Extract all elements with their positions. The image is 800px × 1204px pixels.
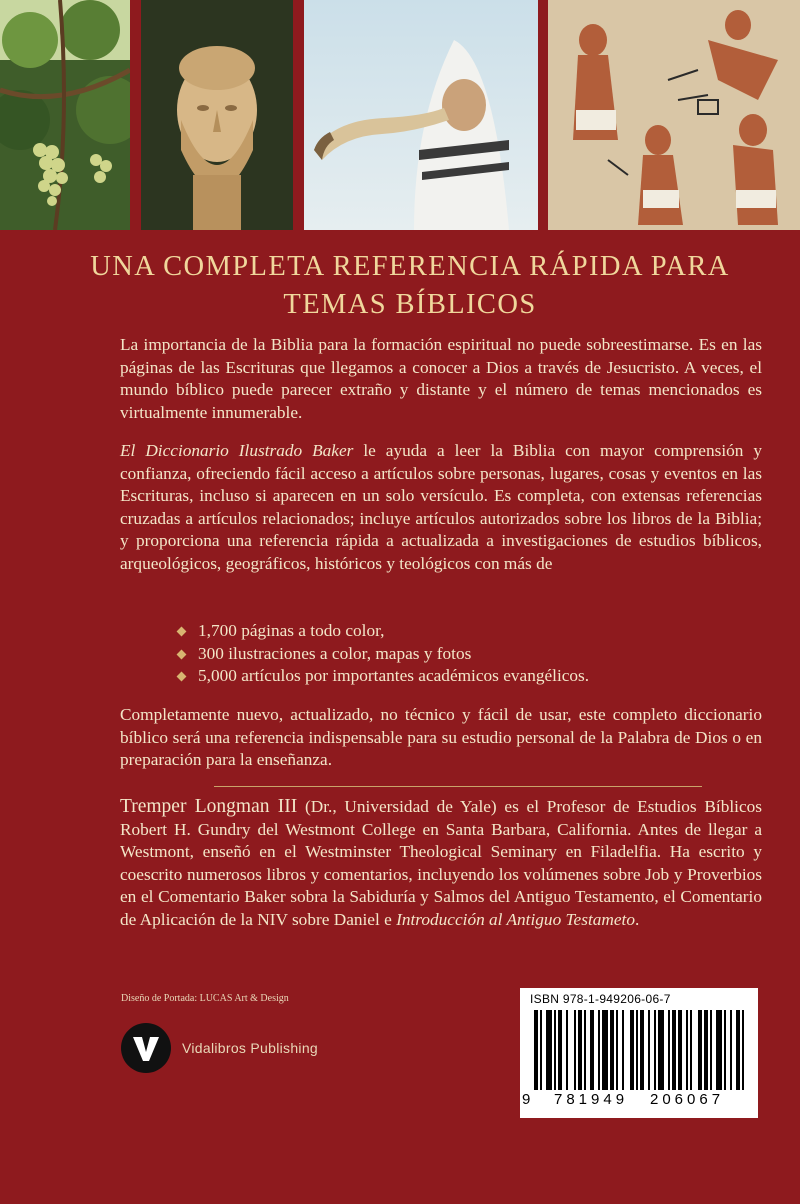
isbn-label: ISBN 978-1-949206-06-7 <box>530 992 671 1006</box>
barcode-left-digits: 781949 <box>554 1091 629 1108</box>
diamond-bullet-icon <box>177 627 187 637</box>
barcode-right-digits: 206067 <box>650 1091 725 1108</box>
list-item <box>176 620 589 643</box>
divider <box>214 786 702 787</box>
author-name: Tremper Longman III <box>120 796 298 817</box>
bust-photo <box>141 0 293 230</box>
photo-strip <box>0 0 800 230</box>
list-item-text: 5,000 artículos por importantes académicos evangélicos. <box>198 666 590 686</box>
feature-list <box>176 620 589 688</box>
author-bio-text: (Dr., Universidad de Yale) es el Profesor de Estudios Bíblicos Robert H. Gundry del Westmont College en Santa Barbara, California. Antes de llegar a Westmont, enseñó en el Westminster Theological Seminary en Filadelfia. Ha escrito y coescrito numerosos libros y comentarios, incluyendo los volúmenes sobre Job y Proverbios en el Comentario Baker sobra la Sabiduría y Salmos del Antiguo Testamento, el Comentario de Aplicación de la NIV sobre Daniel e <box>120 797 762 929</box>
list-item <box>176 643 589 666</box>
shofar-photo <box>304 0 538 230</box>
author-bio <box>120 796 762 932</box>
egyptian-painting-photo <box>548 0 800 230</box>
headline-line-1: UNA COMPLETA REFERENCIA RÁPIDA PARA <box>90 251 730 282</box>
barcode <box>520 988 758 1118</box>
book-title: El Diccionario Ilustrado Baker <box>120 441 354 460</box>
design-credit: Diseño de Portada: LUCAS Art & Design <box>121 993 289 1004</box>
author-bio-end: . <box>634 909 640 929</box>
diamond-bullet-icon <box>177 649 187 659</box>
publisher-name: Vidalibros Publishing <box>182 1040 319 1056</box>
author-book-title: Introducción al Antiguo Testameto <box>396 909 635 929</box>
headline-line-2: TEMAS BÍBLICOS <box>283 289 537 320</box>
closing-paragraph: Completamente nuevo, actualizado, no técnico y fácil de usar, este completo diccionario bíblico será una referencia indispensable para su estudio personal de la Palabra de Dios o en preparación para la enseñanza. <box>120 705 762 770</box>
description-text: le ayuda a leer la Biblia con mayor comprensión y confianza, ofreciendo fácil acceso a artículos sobre personas, lugares, cosas y eventos en las Escrituras, incluso si aparecen en un solo versículo. Es completa, con extensas referencias cruzadas a artículos relacionados; incluye artículos autorizados sobre los libros de la Biblia; y proporciona una referencia rápida a actualizada a investigaciones de estudios bíblicos, arqueológicos, geográficos, históricos y teológicos con más de <box>120 441 762 573</box>
publisher <box>120 1022 318 1074</box>
list-item <box>176 665 589 688</box>
publisher-logo-icon <box>120 1022 172 1074</box>
list-item-text: 300 ilustraciones a color, mapas y fotos <box>198 643 472 663</box>
grapevine-photo <box>0 0 130 230</box>
diamond-bullet-icon <box>177 672 187 682</box>
headline <box>60 248 760 324</box>
description-paragraph <box>120 440 762 576</box>
barcode-lead-digit: 9 <box>522 1091 531 1108</box>
list-item-text: 1,700 páginas a todo color, <box>198 621 385 640</box>
barcode-bars <box>534 1010 746 1096</box>
intro-paragraph: La importancia de la Biblia para la formación espiritual no puede sobreestimarse. Es en las páginas de las Escrituras que llegamos a conocer a Dios a través de Jesucristo. A veces, el mundo bíblico puede parecer extraño y distante y el número de temas mencionados es virtualmente innumerable. <box>120 335 762 422</box>
